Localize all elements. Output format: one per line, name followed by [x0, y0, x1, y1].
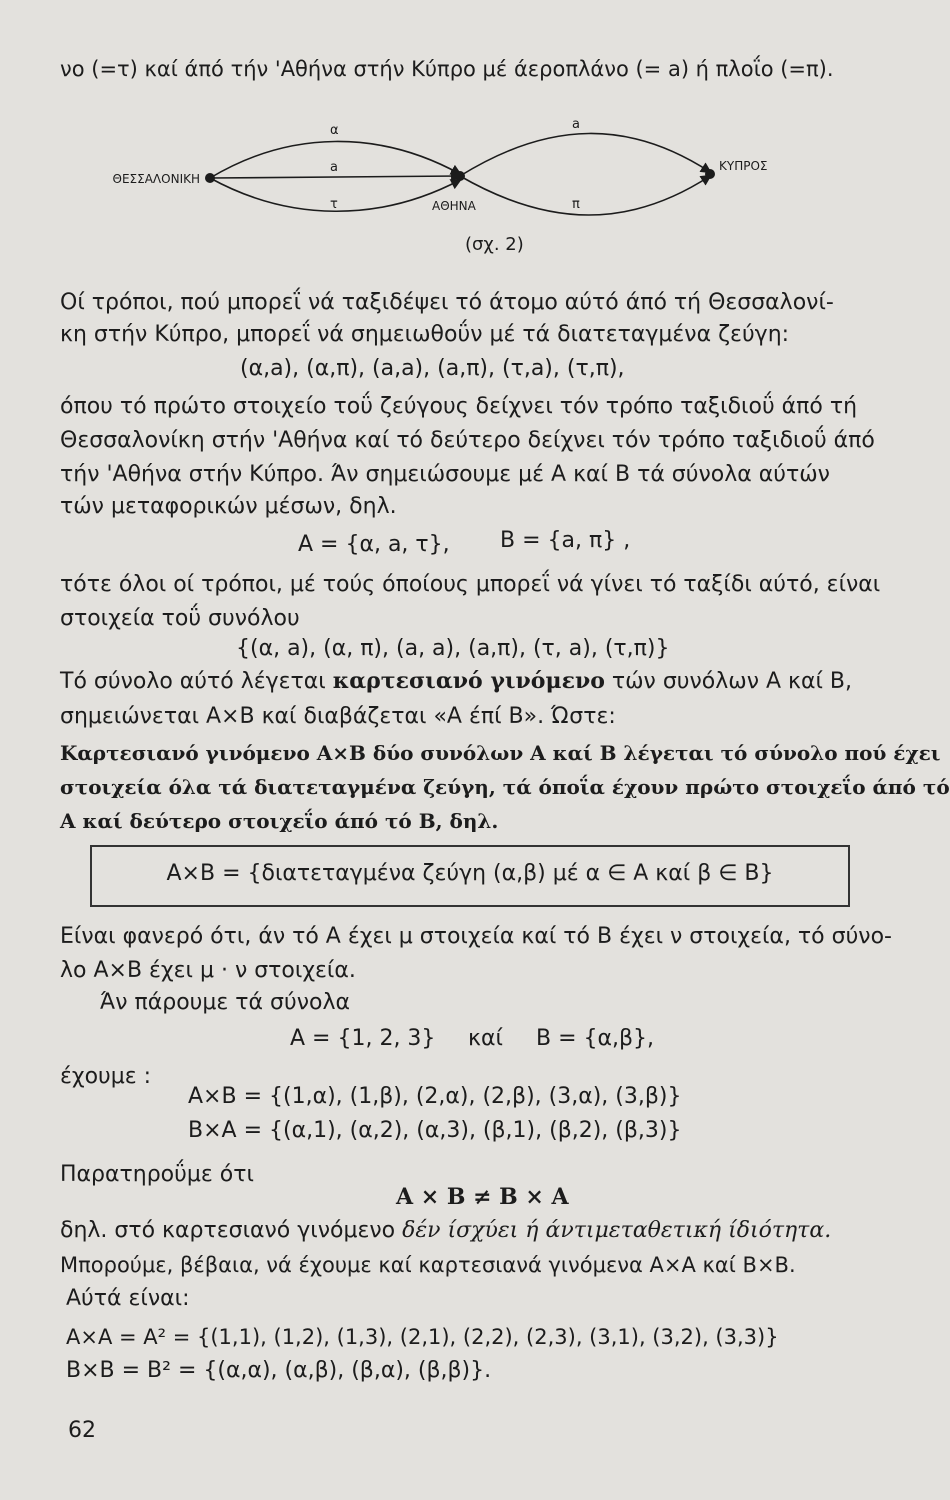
para2-line4: τών μεταφορικών μέσων, δηλ.	[60, 494, 397, 519]
node-cyprus	[705, 169, 715, 179]
para5-line2: λο Α×Β έχει μ · ν στοιχεία.	[60, 958, 356, 983]
definition-line1: Καρτεσιανό γινόμενο Α×Β δύο συνόλων Α καί Β λέγεται τό σύνολο πού έχει	[60, 741, 941, 765]
set-all-pairs: {(α, a), (α, π), (a, a), (a,π), (τ, a), (τ,π)}	[236, 636, 670, 661]
para2-line2: Θεσσαλονίκη στήν 'Αθήνα καί τό δεύτερο δείχνει τόν τρόπο ταξιδιοΰ άπό	[60, 428, 875, 453]
definition-box	[90, 845, 850, 907]
page-number: 62	[68, 1418, 96, 1443]
edge-label-tau: τ	[330, 197, 338, 212]
para1-line1: Οί τρόποι, πού μπορεΐ νά ταξιδέψει τό άτομο αύτό άπό τή Θεσσαλονί-	[60, 290, 834, 315]
para7-line2: Μπορούμε, βέβαια, νά έχουμε καί καρτεσιανά γινόμενα Α×Α καί Β×Β.	[60, 1253, 796, 1277]
observe-line: Παρατηροΰμε ότι	[60, 1162, 254, 1187]
set-a: A = {α, a, τ},	[298, 532, 450, 557]
edge-pi	[460, 176, 710, 215]
edge-a2	[460, 133, 710, 176]
label-thessaloniki: ΘΕΣΣΑΛΟΝΙΚΗ	[112, 172, 200, 186]
term-cartesian-product: καρτεσιανό γινόμενο	[332, 668, 605, 694]
node-thessaloniki	[205, 173, 215, 183]
inequality: A × B ≠ B × A	[396, 1184, 569, 1210]
para7-text-a: δηλ. στό καρτεσιανό γινόμενο	[60, 1218, 403, 1243]
para1-line2: κη στήν Κύπρο, μπορεΐ νά σημειωθοΰν μέ τά διατεταγμένα ζεύγη:	[60, 322, 790, 347]
definition-line2: στοιχεία όλα τά διατεταγμένα ζεύγη, τά όποΐα έχουν πρώτο στοιχεΐο άπό τό	[60, 775, 950, 799]
para7-line3: Αύτά είναι:	[66, 1286, 190, 1311]
example-set-b: B = {α,β},	[536, 1026, 655, 1051]
para3-line1: τότε όλοι οί τρόποι, μέ τούς όποίους μπορεΐ νά γίνει τό ταξίδι αύτό, είναι	[60, 572, 881, 597]
para3-line2: στοιχεία τοΰ συνόλου	[60, 606, 300, 631]
definition-line3: Α καί δεύτερο στοιχεΐο άπό τό Β, δηλ.	[60, 809, 499, 833]
label-cyprus: ΚΥΠΡΟΣ	[719, 159, 768, 173]
para4-line1	[60, 666, 852, 697]
para4-text-a: Τό σύνολο αύτό λέγεται	[60, 669, 333, 694]
example-set-a: A = {1, 2, 3}	[290, 1026, 436, 1051]
para7-line1	[60, 1216, 831, 1246]
square-a: A×A = A² = {(1,1), (1,2), (1,3), (2,1), (2,2), (2,3), (3,1), (3,2), (3,3)}	[66, 1325, 779, 1349]
product-bxa: B×A = {(α,1), (α,2), (α,3), (β,1), (β,2), (β,3)}	[188, 1118, 682, 1143]
echoume-label: έχουμε :	[60, 1064, 152, 1089]
para2-line3: τήν 'Αθήνα στήν Κύπρο. Άν σημειώσουμε μέ Α καί Β τά σύνολα αύτών	[60, 462, 830, 487]
boxed-definition: A×B = {διατεταγμένα ζεύγη (α,β) μέ α ∈ Α καί β ∈ Β}	[166, 861, 774, 886]
edge-label-alpha: α	[330, 123, 339, 138]
edge-label-a: a	[330, 160, 338, 175]
example-kai: καί	[468, 1026, 503, 1051]
label-athens: ΑΘΗΝΑ	[432, 199, 476, 213]
pairs-line: (α,a), (α,π), (a,a), (a,π), (τ,a), (τ,π),	[240, 356, 625, 381]
edge-label-a2: a	[572, 117, 580, 132]
para4-text-c: τών συνόλων Α καί Β,	[604, 669, 853, 694]
para2-line1: όπου τό πρώτο στοιχείο τοΰ ζεύγους δείχνει τόν τρόπο ταξιδιοΰ άπό τή	[60, 394, 858, 419]
para4-line2: σημειώνεται Α×Β καί διαβάζεται «Α έπί Β». Ώστε:	[60, 704, 616, 729]
edge-a	[210, 176, 460, 178]
square-b: B×B = B² = {(α,α), (α,β), (β,α), (β,β)}.	[66, 1358, 492, 1383]
para5-line1: Είναι φανερό ότι, άν τό Α έχει μ στοιχεία καί τό Β έχει ν στοιχεία, τό σύνο-	[60, 924, 892, 949]
para6: Άν πάρουμε τά σύνολα	[100, 990, 350, 1015]
product-axb: A×B = {(1,α), (1,β), (2,α), (2,β), (3,α), (3,β)}	[188, 1084, 682, 1109]
travel-diagram	[112, 110, 790, 270]
commutative-note: δέν ίσχύει ή άντιμεταθετική ίδιότητα.	[402, 1218, 832, 1243]
node-athens	[455, 171, 465, 181]
set-b: B = {a, π} ,	[500, 528, 631, 553]
edge-label-pi: π	[572, 197, 580, 212]
figure-caption: (σχ. 2)	[465, 234, 524, 255]
intro-line: νο (=τ) καί άπό τήν 'Αθήνα στήν Κύπρο μέ άεροπλάνο (= a) ή πλοΐο (=π).	[60, 57, 834, 81]
